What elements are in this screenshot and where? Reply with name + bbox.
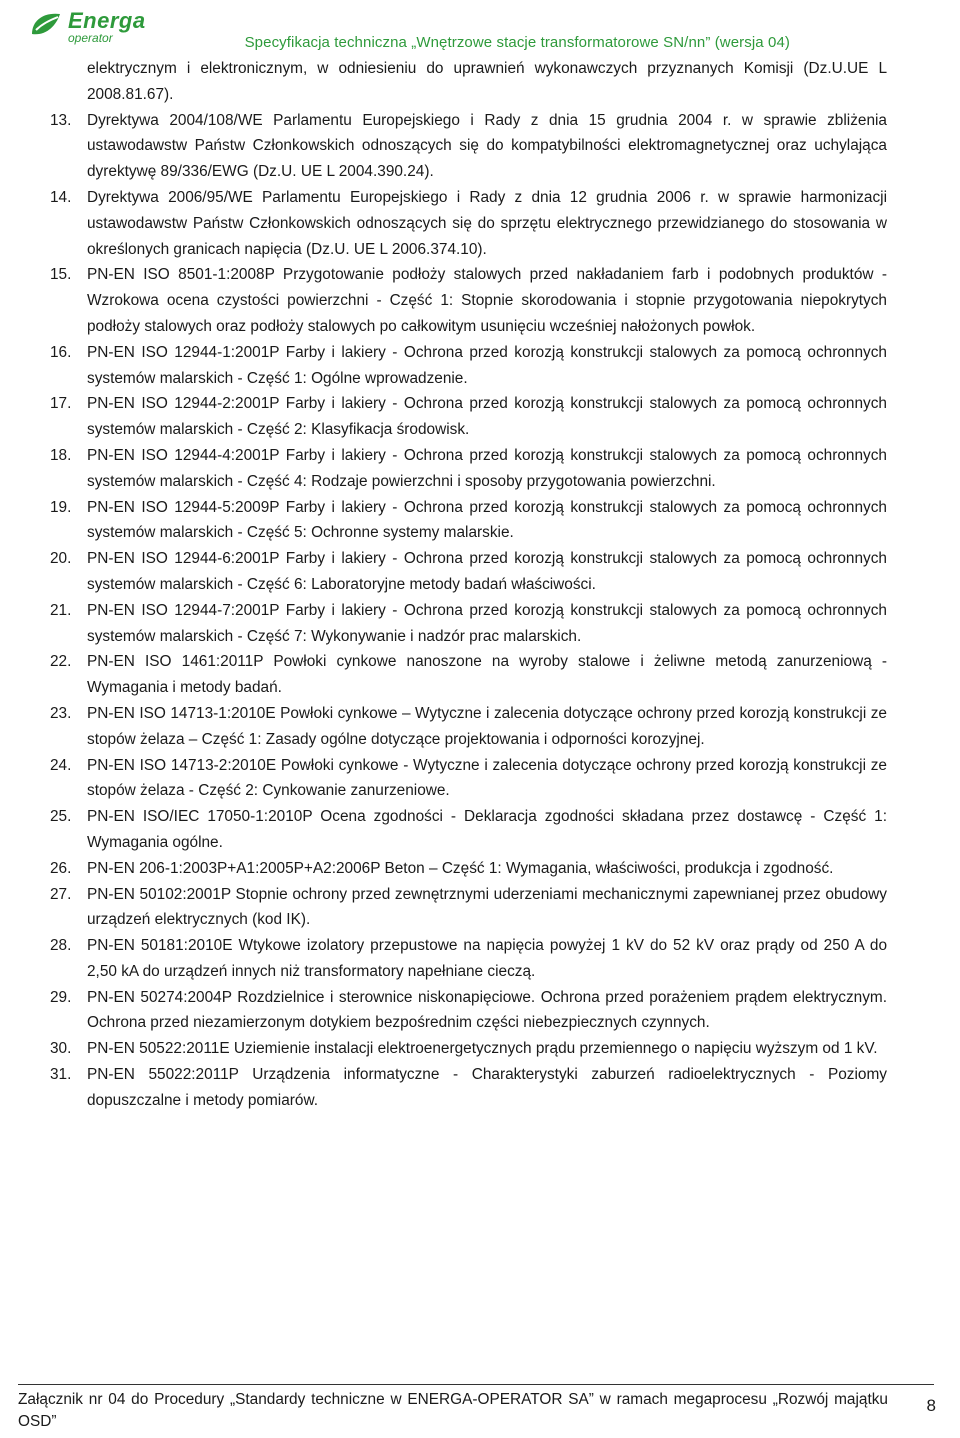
document-header-title: Specyfikacja techniczna „Wnętrzowe stacje transformatorowe SN/nn” (wersja 04): [244, 34, 790, 51]
standards-list: [50, 108, 887, 1114]
item-number: 24.: [50, 756, 72, 774]
item-number: 22.: [50, 653, 72, 671]
list-item: [50, 753, 887, 805]
item-text: Dyrektywa 2004/108/WE Parlamentu Europejskiego i Rady z dnia 15 grudnia 2004 r. w sprawie zbliżenia ustawodawstw Państw Członkowskich odnoszących się do kompatybilności elektromagnetycznej oraz uchylająca dyrektywę 89/336/EWG (Dz.U. UE L 2004.390.24).: [87, 111, 887, 181]
logo-wordmark: Energa: [68, 8, 146, 33]
item-text: PN-EN ISO 1461:2011P Powłoki cynkowe nanoszone na wyroby stalowe i żeliwne metodą zanurzeniową - Wymagania i metody badań.: [87, 653, 887, 697]
item-text: PN-EN ISO/IEC 17050-1:2010P Ocena zgodności - Deklaracja zgodności składana przez dostawcę - Część 1: Wymagania ogólne.: [87, 808, 887, 851]
item-text: PN-EN ISO 14713-1:2010E Powłoki cynkowe – Wytyczne i zalecenia dotyczące ochrony przed korozją konstrukcji ze stopów żelaza – Część 1: Zasady ogólne dotyczące projektowania i odporności korozyjnej.: [87, 704, 887, 748]
intro-continuation: elektrycznym i elektronicznym, w odniesieniu do uprawnień wykonawczych przyznanych Komisji (Dz.U.UE L 2008.81.67).: [87, 60, 887, 103]
item-text: PN-EN ISO 12944-1:2001P Farby i lakiery - Ochrona przed korozją konstrukcji stalowych za pomocą ochronnych systemów malarskich - Część 1: Ogólne wprowadzenie.: [87, 343, 887, 387]
list-item: [50, 340, 887, 392]
item-number: 15.: [50, 266, 72, 284]
list-item: [50, 882, 887, 934]
list-item: [50, 108, 887, 185]
item-text: PN-EN 50274:2004P Rozdzielnice i sterownice niskonapięciowe. Ochrona przed porażeniem prądem elektrycznym. Ochrona przed niezamierzonym dotykiem bezpośrednim części niebezpiecznych czynnych.: [87, 988, 887, 1032]
list-item: [50, 933, 887, 985]
page-number: 8: [926, 1396, 936, 1415]
list-item: [50, 443, 887, 495]
item-text: PN-EN 55022:2011P Urządzenia informatyczne - Charakterystyki zaburzeń radioelektrycznych - Poziomy dopuszczalne i metody pomiarów.: [87, 1066, 887, 1109]
list-item: [50, 546, 887, 598]
energa-operator-logo: [28, 6, 168, 46]
item-text: PN-EN ISO 12944-2:2001P Farby i lakiery - Ochrona przed korozją konstrukcji stalowych za pomocą ochronnych systemów malarskich - Część 2: Klasyfikacja środowisk.: [87, 395, 887, 439]
item-number: 23.: [50, 704, 72, 722]
item-text: PN-EN ISO 12944-5:2009P Farby i lakiery - Ochrona przed korozją konstrukcji stalowych za pomocą ochronnych systemów malarskich - Część 5: Ochronne systemy malarskie.: [87, 498, 887, 542]
item-text: PN-EN ISO 12944-4:2001P Farby i lakiery - Ochrona przed korozją konstrukcji stalowych za pomocą ochronnych systemów malarskich - Część 4: Rodzaje powierzchni i sposoby przygotowania powierzchni.: [87, 446, 887, 490]
item-number: 26.: [50, 859, 72, 877]
item-text: PN-EN 206-1:2003P+A1:2005P+A2:2006P Beton – Część 1: Wymagania, właściwości, produkcja i zgodność.: [87, 859, 834, 877]
item-text: PN-EN ISO 12944-7:2001P Farby i lakiery - Ochrona przed korozją konstrukcji stalowych za pomocą ochronnych systemów malarskich - Część 7: Wykonywanie i nadzór prac malarskich.: [87, 601, 887, 645]
item-text: Dyrektywa 2006/95/WE Parlamentu Europejskiego i Rady z dnia 12 grudnia 2006 r. w sprawie harmonizacji ustawodawstw Państw Członkowskich odnoszących się do sprzętu elektrycznego przewidzianego do stosowania w określonych granicach napięcia (Dz.U. UE L 2006.374.10).: [87, 188, 887, 258]
footer-divider: [18, 1384, 934, 1385]
list-item: [50, 262, 887, 339]
document-body: [50, 56, 887, 1114]
energa-leaf-icon: [28, 8, 64, 44]
item-text: PN-EN ISO 14713-2:2010E Powłoki cynkowe - Wytyczne i zalecenia dotyczące ochrony przed korozją konstrukcji ze stopów żelaza - Część 2: Cynkowanie zanurzeniowe.: [87, 756, 887, 800]
list-item: [50, 649, 887, 701]
item-number: 13.: [50, 111, 72, 129]
list-item: [50, 598, 887, 650]
item-number: 28.: [50, 937, 72, 955]
item-number: 16.: [50, 343, 72, 361]
item-text: PN-EN 50102:2001P Stopnie ochrony przed zewnętrznymi uderzeniami mechanicznymi zapewnianej przez obudowy urządzeń elektrycznych (kod IK).: [87, 885, 887, 929]
list-item: [50, 495, 887, 547]
item-number: 27.: [50, 885, 72, 903]
item-text: PN-EN 50522:2011E Uziemienie instalacji elektroenergetycznych prądu przemiennego o napięciu wyższym od 1 kV.: [87, 1040, 878, 1058]
list-item: [50, 701, 887, 753]
list-item: [50, 185, 887, 262]
list-item: [50, 1036, 887, 1062]
footer-text: Załącznik nr 04 do Procedury „Standardy techniczne w ENERGA-OPERATOR SA” w ramach megaprocesu „Rozwój majątku OSD”: [18, 1391, 888, 1430]
item-number: 21.: [50, 601, 72, 619]
item-number: 25.: [50, 808, 72, 826]
list-item: [50, 804, 887, 856]
item-number: 18.: [50, 446, 72, 464]
list-item: [50, 985, 887, 1037]
logo-subtitle: operator: [68, 31, 113, 45]
item-number: 29.: [50, 988, 72, 1006]
list-item: [50, 391, 887, 443]
item-number: 17.: [50, 395, 72, 413]
list-item: [50, 1062, 887, 1114]
item-number: 31.: [50, 1066, 72, 1084]
item-text: PN-EN ISO 12944-6:2001P Farby i lakiery - Ochrona przed korozją konstrukcji stalowych za pomocą ochronnych systemów malarskich - Część 6: Laboratoryjne metody badań właściwości.: [87, 550, 887, 593]
item-number: 19.: [50, 498, 72, 516]
list-item: [50, 856, 887, 882]
item-number: 30.: [50, 1040, 72, 1058]
item-text: PN-EN ISO 8501-1:2008P Przygotowanie podłoży stalowych przed nakładaniem farb i podobnych produktów - Wzrokowa ocena czystości powierzchni - Część 1: Stopnie skorodowania i stopnie przygotowania niepokrytych podłoży stalowych oraz podłoży stalowych po całkowitym usunięciu wcześniej nałożonych powłok.: [87, 266, 887, 335]
item-number: 20.: [50, 550, 72, 568]
item-number: 14.: [50, 188, 72, 206]
item-text: PN-EN 50181:2010E Wtykowe izolatory przepustowe na napięcia powyżej 1 kV do 52 kV oraz prądy od 250 A do 2,50 kA do urządzeń innych niż transformatory napełniane cieczą.: [87, 937, 887, 980]
